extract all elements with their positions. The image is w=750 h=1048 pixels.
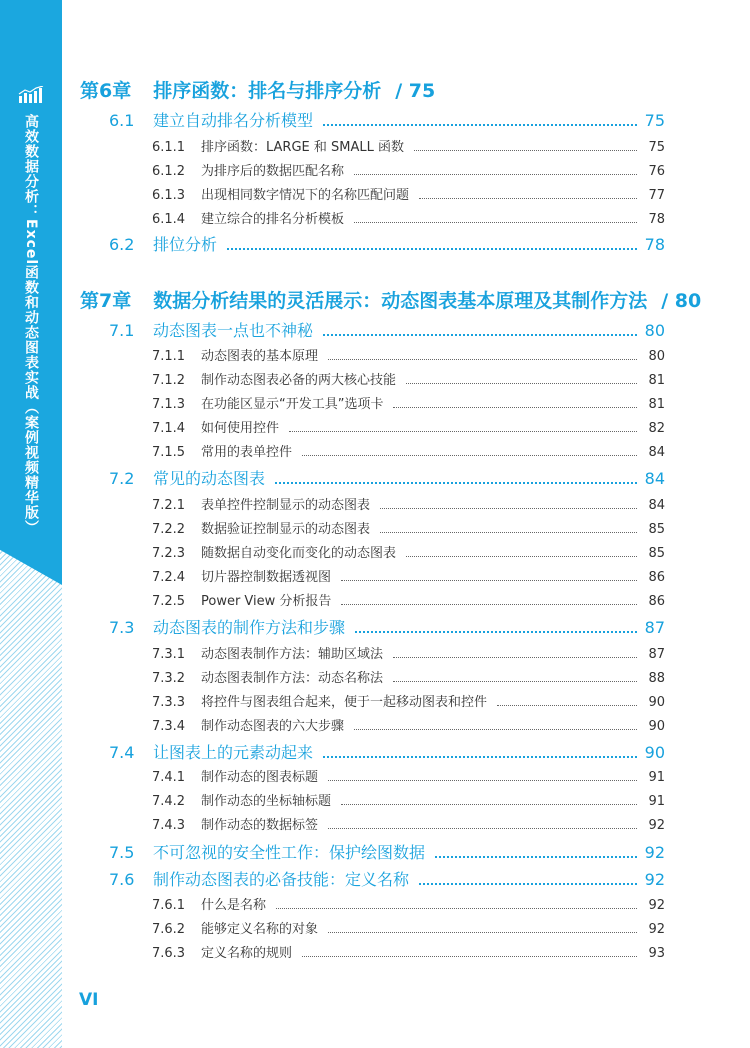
leader-dots bbox=[275, 482, 637, 484]
toc-subsection[interactable] bbox=[152, 894, 665, 913]
section-page: 90 bbox=[644, 743, 665, 762]
subsection-number: 7.1.2 bbox=[152, 373, 186, 388]
subsection-page: 91 bbox=[648, 770, 665, 785]
subsection-page: 82 bbox=[648, 421, 665, 436]
section-title: 建立自动排名分析模型 bbox=[153, 111, 314, 130]
section-number: 7.2 bbox=[109, 469, 135, 488]
subsection-page: 75 bbox=[648, 140, 665, 155]
leader-dots bbox=[393, 407, 637, 408]
subsection-title: 排序函数：LARGE 和 SMALL 函数 bbox=[201, 140, 404, 155]
leader-dots bbox=[419, 198, 637, 199]
toc-subsection[interactable] bbox=[152, 160, 665, 179]
toc-section[interactable] bbox=[109, 232, 665, 255]
chapter-title: 排序函数：排名与排序分析 bbox=[153, 80, 382, 102]
section-number: 7.5 bbox=[109, 843, 135, 862]
leader-dots bbox=[406, 383, 637, 384]
page-number: VI bbox=[79, 990, 99, 1010]
toc-subsection[interactable] bbox=[152, 691, 665, 710]
subsection-number: 7.2.3 bbox=[152, 546, 186, 561]
subsection-number: 7.2.1 bbox=[152, 498, 186, 513]
leader-dots bbox=[380, 508, 637, 509]
subsection-number: 7.1.4 bbox=[152, 421, 186, 436]
subsection-title: 制作动态的图表标题 bbox=[201, 770, 319, 785]
section-page: 75 bbox=[644, 111, 665, 130]
leader-dots bbox=[414, 150, 637, 151]
section-title: 不可忽视的安全性工作：保护绘图数据 bbox=[153, 843, 426, 862]
chapter-page: / 80 bbox=[661, 290, 702, 312]
subsection-title: 定义名称的规则 bbox=[201, 946, 293, 961]
subsection-title: 制作动态图表必备的两大核心技能 bbox=[201, 373, 397, 388]
leader-dots bbox=[355, 631, 637, 633]
subsection-number: 7.6.1 bbox=[152, 898, 186, 913]
toc-subsection[interactable] bbox=[152, 566, 665, 585]
subsection-page: 84 bbox=[648, 498, 665, 513]
subsection-title: Power View 分析报告 bbox=[201, 594, 332, 609]
leader-dots bbox=[341, 804, 637, 805]
leader-dots bbox=[419, 883, 637, 885]
subsection-page: 85 bbox=[648, 546, 665, 561]
subsection-title: 在功能区显示“开发工具”选项卡 bbox=[201, 397, 384, 412]
subsection-page: 80 bbox=[648, 349, 665, 364]
leader-dots bbox=[328, 932, 637, 933]
subsection-page: 81 bbox=[648, 397, 665, 412]
leader-dots bbox=[323, 756, 637, 758]
section-number: 7.4 bbox=[109, 743, 135, 762]
toc-subsection[interactable] bbox=[152, 918, 665, 937]
toc-subsection[interactable] bbox=[152, 667, 665, 686]
subsection-title: 切片器控制数据透视图 bbox=[201, 570, 332, 585]
leader-dots bbox=[328, 828, 637, 829]
subsection-number: 7.3.1 bbox=[152, 647, 186, 662]
leader-dots bbox=[302, 455, 637, 456]
subsection-page: 84 bbox=[648, 445, 665, 460]
subsection-title: 建立综合的排名分析模板 bbox=[201, 212, 345, 227]
toc-chapter[interactable] bbox=[80, 286, 702, 313]
section-number: 7.3 bbox=[109, 618, 135, 637]
chapter-page: / 75 bbox=[395, 80, 436, 102]
section-page: 78 bbox=[644, 235, 665, 254]
toc-subsection[interactable] bbox=[152, 715, 665, 734]
toc-section[interactable] bbox=[109, 740, 665, 763]
subsection-title: 制作动态的数据标签 bbox=[201, 818, 319, 833]
toc-subsection[interactable] bbox=[152, 766, 665, 785]
section-page: 92 bbox=[644, 870, 665, 889]
subsection-number: 6.1.1 bbox=[152, 140, 186, 155]
subsection-title: 如何使用控件 bbox=[201, 421, 280, 436]
subsection-page: 88 bbox=[648, 671, 665, 686]
subsection-page: 90 bbox=[648, 719, 665, 734]
subsection-number: 7.3.2 bbox=[152, 671, 186, 686]
subsection-number: 7.2.5 bbox=[152, 594, 186, 609]
subsection-page: 92 bbox=[648, 922, 665, 937]
toc-subsection[interactable] bbox=[152, 441, 665, 460]
leader-dots bbox=[323, 334, 637, 336]
section-title: 排位分析 bbox=[153, 235, 218, 254]
section-page: 92 bbox=[644, 843, 665, 862]
toc-subsection[interactable] bbox=[152, 790, 665, 809]
subsection-number: 6.1.2 bbox=[152, 164, 186, 179]
book-title-vertical: 高效数据分析：Excel函数和动态图表实战（案例视频精华版） bbox=[23, 114, 39, 536]
toc-subsection[interactable] bbox=[152, 369, 665, 388]
subsection-page: 77 bbox=[648, 188, 665, 203]
subsection-title: 表单控件控制显示的动态图表 bbox=[201, 498, 371, 513]
leader-dots bbox=[380, 532, 637, 533]
toc-subsection[interactable] bbox=[152, 345, 665, 364]
section-number: 6.2 bbox=[109, 235, 135, 254]
subsection-title: 出现相同数字情况下的名称匹配问题 bbox=[201, 188, 410, 203]
subsection-number: 6.1.3 bbox=[152, 188, 186, 203]
leader-dots bbox=[302, 956, 637, 957]
subsection-title: 动态图表制作方法：动态名称法 bbox=[201, 671, 384, 686]
leader-dots bbox=[393, 681, 637, 682]
subsection-number: 7.4.3 bbox=[152, 818, 186, 833]
subsection-number: 7.2.4 bbox=[152, 570, 186, 585]
leader-dots bbox=[227, 248, 637, 250]
subsection-title: 制作动态的坐标轴标题 bbox=[201, 794, 332, 809]
toc-subsection[interactable] bbox=[152, 136, 665, 155]
toc-subsection[interactable] bbox=[152, 942, 665, 961]
leader-dots bbox=[289, 431, 637, 432]
subsection-page: 85 bbox=[648, 522, 665, 537]
leader-dots bbox=[435, 856, 637, 858]
toc-section[interactable] bbox=[109, 867, 665, 890]
toc-subsection[interactable] bbox=[152, 184, 665, 203]
subsection-number: 7.6.2 bbox=[152, 922, 186, 937]
subsection-page: 86 bbox=[648, 594, 665, 609]
leader-dots bbox=[406, 556, 637, 557]
subsection-number: 7.4.2 bbox=[152, 794, 186, 809]
toc-subsection[interactable] bbox=[152, 542, 665, 561]
toc-subsection[interactable] bbox=[152, 518, 665, 537]
subsection-number: 7.3.4 bbox=[152, 719, 186, 734]
chapter-number: 第7章 bbox=[80, 290, 132, 312]
toc-subsection[interactable] bbox=[152, 208, 665, 227]
toc-section[interactable] bbox=[109, 108, 665, 131]
section-number: 6.1 bbox=[109, 111, 135, 130]
subsection-title: 动态图表的基本原理 bbox=[201, 349, 319, 364]
bar-chart-icon bbox=[18, 86, 44, 104]
subsection-title: 制作动态图表的六大步骤 bbox=[201, 719, 345, 734]
section-title: 动态图表一点也不神秘 bbox=[153, 321, 314, 340]
subsection-title: 动态图表制作方法：辅助区域法 bbox=[201, 647, 384, 662]
section-page: 84 bbox=[644, 469, 665, 488]
subsection-title: 随数据自动变化而变化的动态图表 bbox=[201, 546, 397, 561]
subsection-number: 7.1.5 bbox=[152, 445, 186, 460]
subsection-title: 为排序后的数据匹配名称 bbox=[201, 164, 345, 179]
leader-dots bbox=[393, 657, 637, 658]
leader-dots bbox=[328, 359, 637, 360]
leader-dots bbox=[354, 174, 637, 175]
section-page: 80 bbox=[644, 321, 665, 340]
toc-section[interactable] bbox=[109, 840, 665, 863]
leader-dots bbox=[354, 222, 637, 223]
toc-section[interactable] bbox=[109, 466, 665, 489]
section-title: 让图表上的元素动起来 bbox=[153, 743, 314, 762]
subsection-title: 数据验证控制显示的动态图表 bbox=[201, 522, 371, 537]
toc-subsection[interactable] bbox=[152, 494, 665, 513]
leader-dots bbox=[354, 729, 637, 730]
subsection-number: 7.3.3 bbox=[152, 695, 186, 710]
subsection-page: 91 bbox=[648, 794, 665, 809]
subsection-page: 86 bbox=[648, 570, 665, 585]
subsection-title: 常用的表单控件 bbox=[201, 445, 293, 460]
chapter-number: 第6章 bbox=[80, 80, 132, 102]
toc-subsection[interactable] bbox=[152, 417, 665, 436]
subsection-page: 76 bbox=[648, 164, 665, 179]
section-page: 87 bbox=[644, 618, 665, 637]
subsection-page: 87 bbox=[648, 647, 665, 662]
subsection-title: 将控件与图表组合起来，便于一起移动图表和控件 bbox=[201, 695, 488, 710]
section-title: 制作动态图表的必备技能：定义名称 bbox=[153, 870, 410, 889]
leader-dots bbox=[341, 604, 637, 605]
subsection-number: 7.1.1 bbox=[152, 349, 186, 364]
subsection-number: 7.2.2 bbox=[152, 522, 186, 537]
section-title: 常见的动态图表 bbox=[153, 469, 266, 488]
leader-dots bbox=[276, 908, 637, 909]
subsection-title: 能够定义名称的对象 bbox=[201, 922, 319, 937]
subsection-page: 90 bbox=[648, 695, 665, 710]
subsection-page: 92 bbox=[648, 898, 665, 913]
toc-subsection[interactable] bbox=[152, 814, 665, 833]
subsection-number: 7.1.3 bbox=[152, 397, 186, 412]
leader-dots bbox=[497, 705, 637, 706]
section-title: 动态图表的制作方法和步骤 bbox=[153, 618, 346, 637]
toc-subsection[interactable] bbox=[152, 393, 665, 412]
subsection-page: 93 bbox=[648, 946, 665, 961]
leader-dots bbox=[323, 124, 637, 126]
section-number: 7.6 bbox=[109, 870, 135, 889]
toc-chapter[interactable] bbox=[80, 76, 663, 103]
toc-section[interactable] bbox=[109, 615, 665, 638]
subsection-number: 6.1.4 bbox=[152, 212, 186, 227]
toc-section[interactable] bbox=[109, 318, 665, 341]
subsection-number: 7.6.3 bbox=[152, 946, 186, 961]
leader-dots bbox=[341, 580, 637, 581]
toc-subsection[interactable] bbox=[152, 643, 665, 662]
subsection-page: 81 bbox=[648, 373, 665, 388]
leader-dots bbox=[328, 780, 637, 781]
toc-subsection[interactable] bbox=[152, 590, 665, 609]
chapter-title: 数据分析结果的灵活展示：动态图表基本原理及其制作方法 bbox=[153, 290, 648, 312]
subsection-title: 什么是名称 bbox=[201, 898, 267, 913]
section-number: 7.1 bbox=[109, 321, 135, 340]
subsection-page: 92 bbox=[648, 818, 665, 833]
subsection-page: 78 bbox=[648, 212, 665, 227]
subsection-number: 7.4.1 bbox=[152, 770, 186, 785]
